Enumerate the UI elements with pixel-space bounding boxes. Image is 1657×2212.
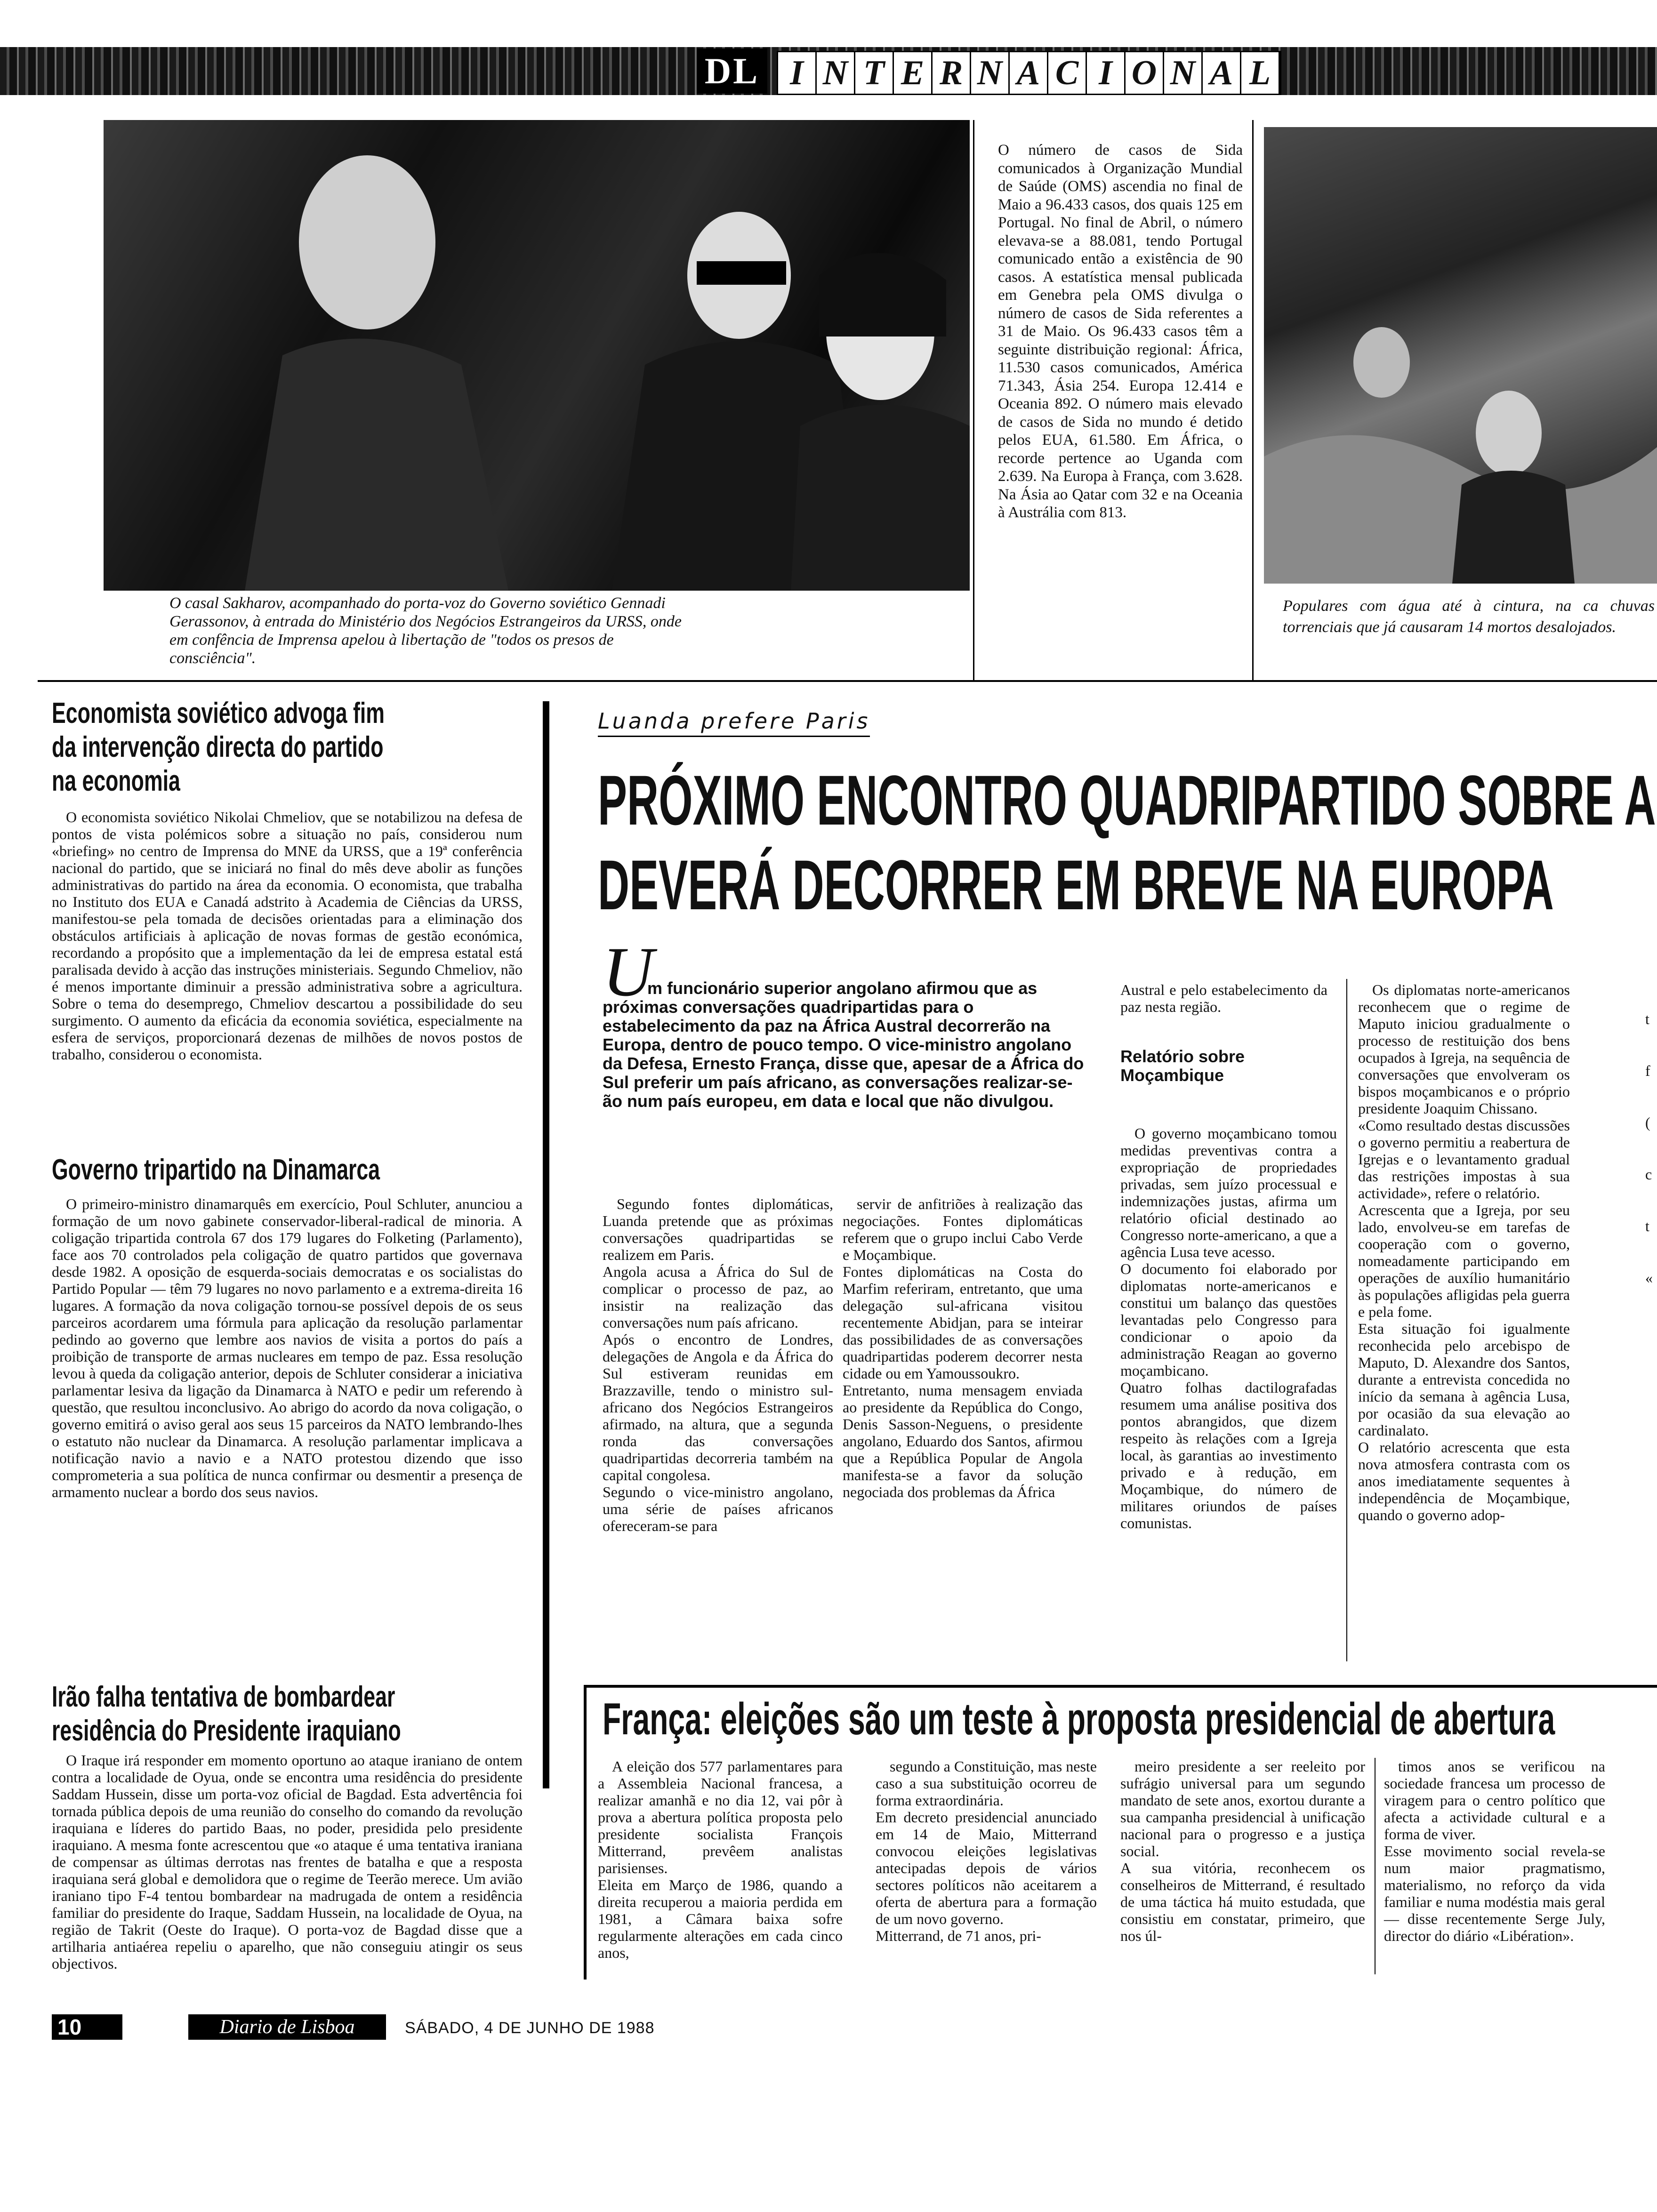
angola-col3-top: Austral e pelo estabelecimento da paz nesta região.	[1120, 981, 1327, 1015]
section-letter: R	[933, 52, 971, 94]
sakharov-caption: O casal Sakharov, acompanhado do porta-voz do Governo soviético Gennadi Gerassonov, à entrada do Ministério dos Negócios Estrangeiros da URSS, onde em confência de Imprensa apelou à libertação de "todos os presos de consciência".	[169, 594, 682, 667]
column-rule	[543, 701, 549, 1788]
franca-col1: A eleição dos 577 parlamentares para a Assembleia Nacional francesa, a realizar amanhã e no dia 12, vai pôr à prova a abertura política proposta pelo presidente socialista François Mitterrand, prevêem analistas parisienses. Eleita em Março de 1986, quando a direita recuperou a maioria perdida em 1981, a Câmara baixa sofre regularmente alterações em cada cinco anos,	[598, 1758, 843, 1961]
angola-col2: servir de anfitriões à realização das negociações. Fontes diplomáticas referem que o grupo inclui Cabo Verde e Moçambique. Fontes diplomáticas na Costa do Marfim referiram, entretanto, que uma delegação sul-africana visitou recentemente Abidjan, para se inteirar das possibilidades de as conversações quadripartidas poderem decorrer nesta cidade ou em Yamoussoukro. Entretanto, numa mensagem enviada ao presidente da República do Congo, Denis Sasson-Neguens, o presidente angolano, Eduardo dos Santos, afirmou que a República Popular de Angola manifesta-se a favor da solução negociada dos problemas da África	[843, 1195, 1083, 1500]
franca-headline: França: eleições são um teste à proposta presidencial de abertura	[603, 1694, 1555, 1744]
section-letter: N	[817, 52, 855, 94]
section-letter: T	[855, 52, 894, 94]
section-letter: E	[894, 52, 933, 94]
divider-vertical	[1252, 120, 1254, 680]
section-letter: A	[1010, 52, 1048, 94]
newspaper-name: Diario de Lisboa	[188, 2014, 386, 2040]
section-letter: I	[778, 52, 817, 94]
divider-vertical	[973, 120, 974, 680]
sida-article: O número de casos de Sida comunicados à Organização Mundial de Saúde (OMS) ascendia no final de Maio a 96.433 casos, dos quais 125 em Portugal. No final de Abril, o número elevava-se a 88.081, tendo Portugal comunicado então a existência de 90 casos. A estatística mensal publicada em Genebra pela OMS divulga o número de casos de Sida referentes a 31 de Maio. Os 96.433 casos têm a seguinte distribuição regional: África, 11.530 casos comunicados, América 71.343, Ásia 254. Europa 12.414 e Oceania 892. O número mais elevado de casos de Sida no mundo é detido pelos EUA, 61.580. Em África, o recorde pertence ao Uganda com 2.639. Na Europa à França, com 3.628. Na Ásia ao Qatar com 32 e na Oceania à Austrália com 813.	[998, 142, 1243, 521]
flood-photo	[1264, 127, 1657, 584]
divider-vertical	[1346, 979, 1347, 1661]
horizontal-rule	[38, 680, 1657, 682]
section-letter: I	[1087, 52, 1126, 94]
section-letter: O	[1126, 52, 1164, 94]
dinamarca-headline: Governo tripartido na Dinamarca	[52, 1154, 380, 1186]
economista-article: O economista soviético Nikolai Chmeliov, que se notabilizou na defesa de pontos de vista polémicos sobre a situação no país, considerou num «briefing» no centro de Imprensa do MNE da URSS, que a 19ª conferência nacional do partido, que se iniciará no final do mês deve abolir as funções administrativas do partido na área da economia. O economista, que trabalha no Instituto dos EUA e Canadá adstrito à Academia de Ciências da URSS, manifestou-se pela tomada de decisões orientadas para a eliminação dos obstáculos artificiais à aplicação de novas formas de gestão económica, recordando a propósito que a implementação da lei de empresa estatal está paralisada devido à acção das instruções ministeriais. Segundo Chmeliov, não é menos importante diminuir a pressão administrativa sobre a agricultura. Sobre o tema do desemprego, Chmeliov descartou a possibilidade do seu surgimento. O aumento da eficácia da economia soviética, especialmente na esfera de serviços, proporcionará dezenas de milhões de novos postos de trabalho, considerou o economista.	[52, 809, 523, 1063]
section-letter: L	[1241, 52, 1280, 94]
page-number: 10	[52, 2014, 122, 2040]
section-letter: A	[1203, 52, 1241, 94]
angola-col3: O governo moçambicano tomou medidas preventivas contra a expropriação de propriedades privadas, sem juízo processual e indemnizações justas, afirma um relatório oficial destinado ao Congresso norte-americano, a que a agência Lusa teve acesso. O documento foi elaborado por diplomatas norte-americanos e constitui um balanço das questões levantadas pelo Congresso para condicionar o apoio da administração Reagan ao governo moçambicano. Quatro folhas dactilografadas resumem uma análise positiva dos pontos abrangidos, que dizem respeito às relações com a Igreja local, às garantias ao investimento privado e à redução, em Moçambique, do número de militares oriundos de países comunistas.	[1120, 1125, 1337, 1531]
angola-headline: PRÓXIMO ENCONTRO QUADRIPARTIDO SOBRE A DEVERÁ DECORRER EM BREVE NA EUROPA	[598, 761, 1656, 924]
dl-logo: DL	[697, 48, 767, 94]
issue-date: SÁBADO, 4 DE JUNHO DE 1988	[405, 2019, 655, 2037]
franca-col3: meiro presidente a ser reeleito por sufrágio universal para um segundo mandato de sete anos, exortou durante a sua campanha presidencial à unificação nacional para o progresso e a justiça social. A sua vitória, reconhecem os conselheiros de Mitterrand, é resultado de uma táctica há muito estudada, que consistiu em constatar, primeiro, que nos úl-	[1120, 1758, 1365, 1944]
section-letter: C	[1048, 52, 1087, 94]
irao-article: O Iraque irá responder em momento oportuno ao ataque iraniano de ontem contra a localidade de Oyua, onde se encontra uma residência do presidente Saddam Hussein, disse um porta-voz oficial de Bagdad. Esta advertência foi tornada pública depois de uma reunião do conselho do comando da revolução iraquiana e líderes do partido Baas, no poder, presidida pelo presidente iraquiano. A mesma fonte acrescentou que «o ataque é uma tentativa iraniana de compensar as últimas derrotas nas frentes de batalha e que a resposta iraquiana será global e demolidora que o regime de Teerão merece. Um avião iraniano tipo F-4 tentou bombardear na madrugada de ontem a residência familiar do presidente do Iraque, Saddam Hussein, na localidade de Oyua, na região de Takrit (Oeste do Iraque). O porta-voz de Bagdad disse que a artilharia antiaérea repeliu o aparelho, que não conseguiu atingir os seus objectivos.	[52, 1752, 523, 1972]
franca-col2: segundo a Constituição, mas neste caso a sua substituição ocorreu de forma extraordinária. Em decreto presidencial anunciado em 14 de Maio, Mitterrand convocou eleições legislativas antecipadas depois de vários sectores políticos não aceitarem a oferta de abertura para a formação de um novo governo. Mitterrand, de 71 anos, pri-	[876, 1758, 1097, 1944]
sakharov-photo	[104, 120, 970, 591]
irao-headline: Irão falha tentativa de bombardear residência do Presidente iraquiano	[52, 1681, 401, 1747]
section-letter: N	[1164, 52, 1203, 94]
angola-lead-top	[645, 967, 1092, 968]
angola-col4: Os diplomatas norte-americanos reconhecem que o regime de Maputo iniciou gradualmente o processo de restituição dos bens ocupados à Igreja, na sequência de conversações que envolveram os bispos moçambicanos e o próprio presidente Joaquim Chissano. «Como resultado destas discussões o governo permitiu a reabertura de Igrejas e o levantamento gradual das restrições impostas à sua actividade», refere o relatório. Acrescenta que a Igreja, por seu lado, envolveu-se em tarefas de cooperação com o governo, nomeadamente participando em operações de auxílio humanitário às populações afligidas pela guerra e pela fome. Esta situação foi igualmente reconhecida pelo arcebispo de Maputo, D. Alexandre dos Santos, durante a entrevista concedida no início da semana à agência Lusa, por ocasião da sua elevação ao cardinalato. O relatório acrescenta que esta nova atmosfera contrasta com os anos imediatamente sequentes à independência de Moçambique, quando o governo adop-	[1358, 981, 1570, 1523]
section-letter: N	[971, 52, 1010, 94]
angola-kicker: Luanda prefere Paris	[598, 708, 870, 737]
angola-col1: Segundo fontes diplomáticas, Luanda pretende que as próximas conversações quadripartidas se realizem em Paris. Angola acusa a África do Sul de complicar o processo de paz, ao insistir na realização das conversações num país africano. Após o encontro de Londres, delegações de Angola e da África do Sul estiveram reunidas em Brazzaville, tendo o ministro sul-africano dos Negócios Estrangeiros afirmado, na altura, que a segunda ronda das conversações quadripartidas decorreria também na capital congolesa. Segundo o vice-ministro angolano, uma série de países africanos ofereceram-se para	[603, 1195, 833, 1534]
section-title	[777, 51, 1281, 95]
angola-lead: m funcionário superior angolano afirmou que as próximas conversações quadripartidas para o estabelecimento da paz na África Austral decorrerão na Europa, dentro de pouco tempo. O vice-ministro angolano da Defesa, Ernesto França, disse que, apesar de a África do Sul preferir um país africano, as conversações realizar-se-ão num país europeu, em data e local que não divulgou.	[603, 978, 1084, 1111]
angola-col5-edge: t f ( c t «	[1645, 1010, 1653, 1286]
drop-cap: U	[603, 933, 654, 1011]
franca-col4: timos anos se verificou na sociedade francesa um processo de viragem para o centro político que afecta a actividade cultural e a forma de viver. Esse movimento social revela-se num maior pragmatismo, materialismo, no reforço da vida familiar e numa modéstia mais geral — disse recentemente Serge July, director do diário «Libération».	[1384, 1758, 1605, 1944]
dinamarca-article: O primeiro-ministro dinamarquês em exercício, Poul Schluter, anunciou a formação de um novo gabinete conservador-liberal-radical de minoria. A coligação tripartida controla 67 dos 179 lugares do Folketing (Parlamento), face aos 70 controlados pela coligação de quatro partidos que governava desde 1982. A oposição de esquerda-sociais democratas e os socialistas do Partido Popular — têm 79 lugares no novo parlamento e a extrema-direita 16 lugares. A formação da nova coligação tornou-se possível depois de os seus parceiros acordarem uma fórmula para aplicação da resolução parlamentar pedindo ao governo que lembre aos navios de visita a portos do país a proibição de transporte de armas nucleares em tempo de paz. Essa resolução levou à queda da coligação anterior, depois de Schluter considerar a iniciativa parlamentar lesiva da ligação da Dinamarca à NATO e pedir um referendo à questão, que resultou inconclusivo. Ao abrigo do acordo da nova coligação, o governo emitirá o aviso geral aos seus 15 parceiros da NATO lembrando-lhes o estatuto não nuclear da Dinamarca. A resolução parlamentar implicava a notificação navio a navio e a NATO protestou dizendo que isso comprometeria a sua política de nunca confirmar ou desmentir a presença de armamento nuclear a bordo dos seus navios.	[52, 1195, 523, 1500]
economista-headline: Economista soviético advoga fim da intervenção directa do partido na economia	[52, 697, 385, 797]
flood-caption: Populares com água até à cintura, na ca chuvas torrenciais que já causaram 14 mortos desalojados.	[1283, 597, 1655, 636]
mocambique-subhead: Relatório sobre Moçambique	[1120, 1047, 1245, 1085]
